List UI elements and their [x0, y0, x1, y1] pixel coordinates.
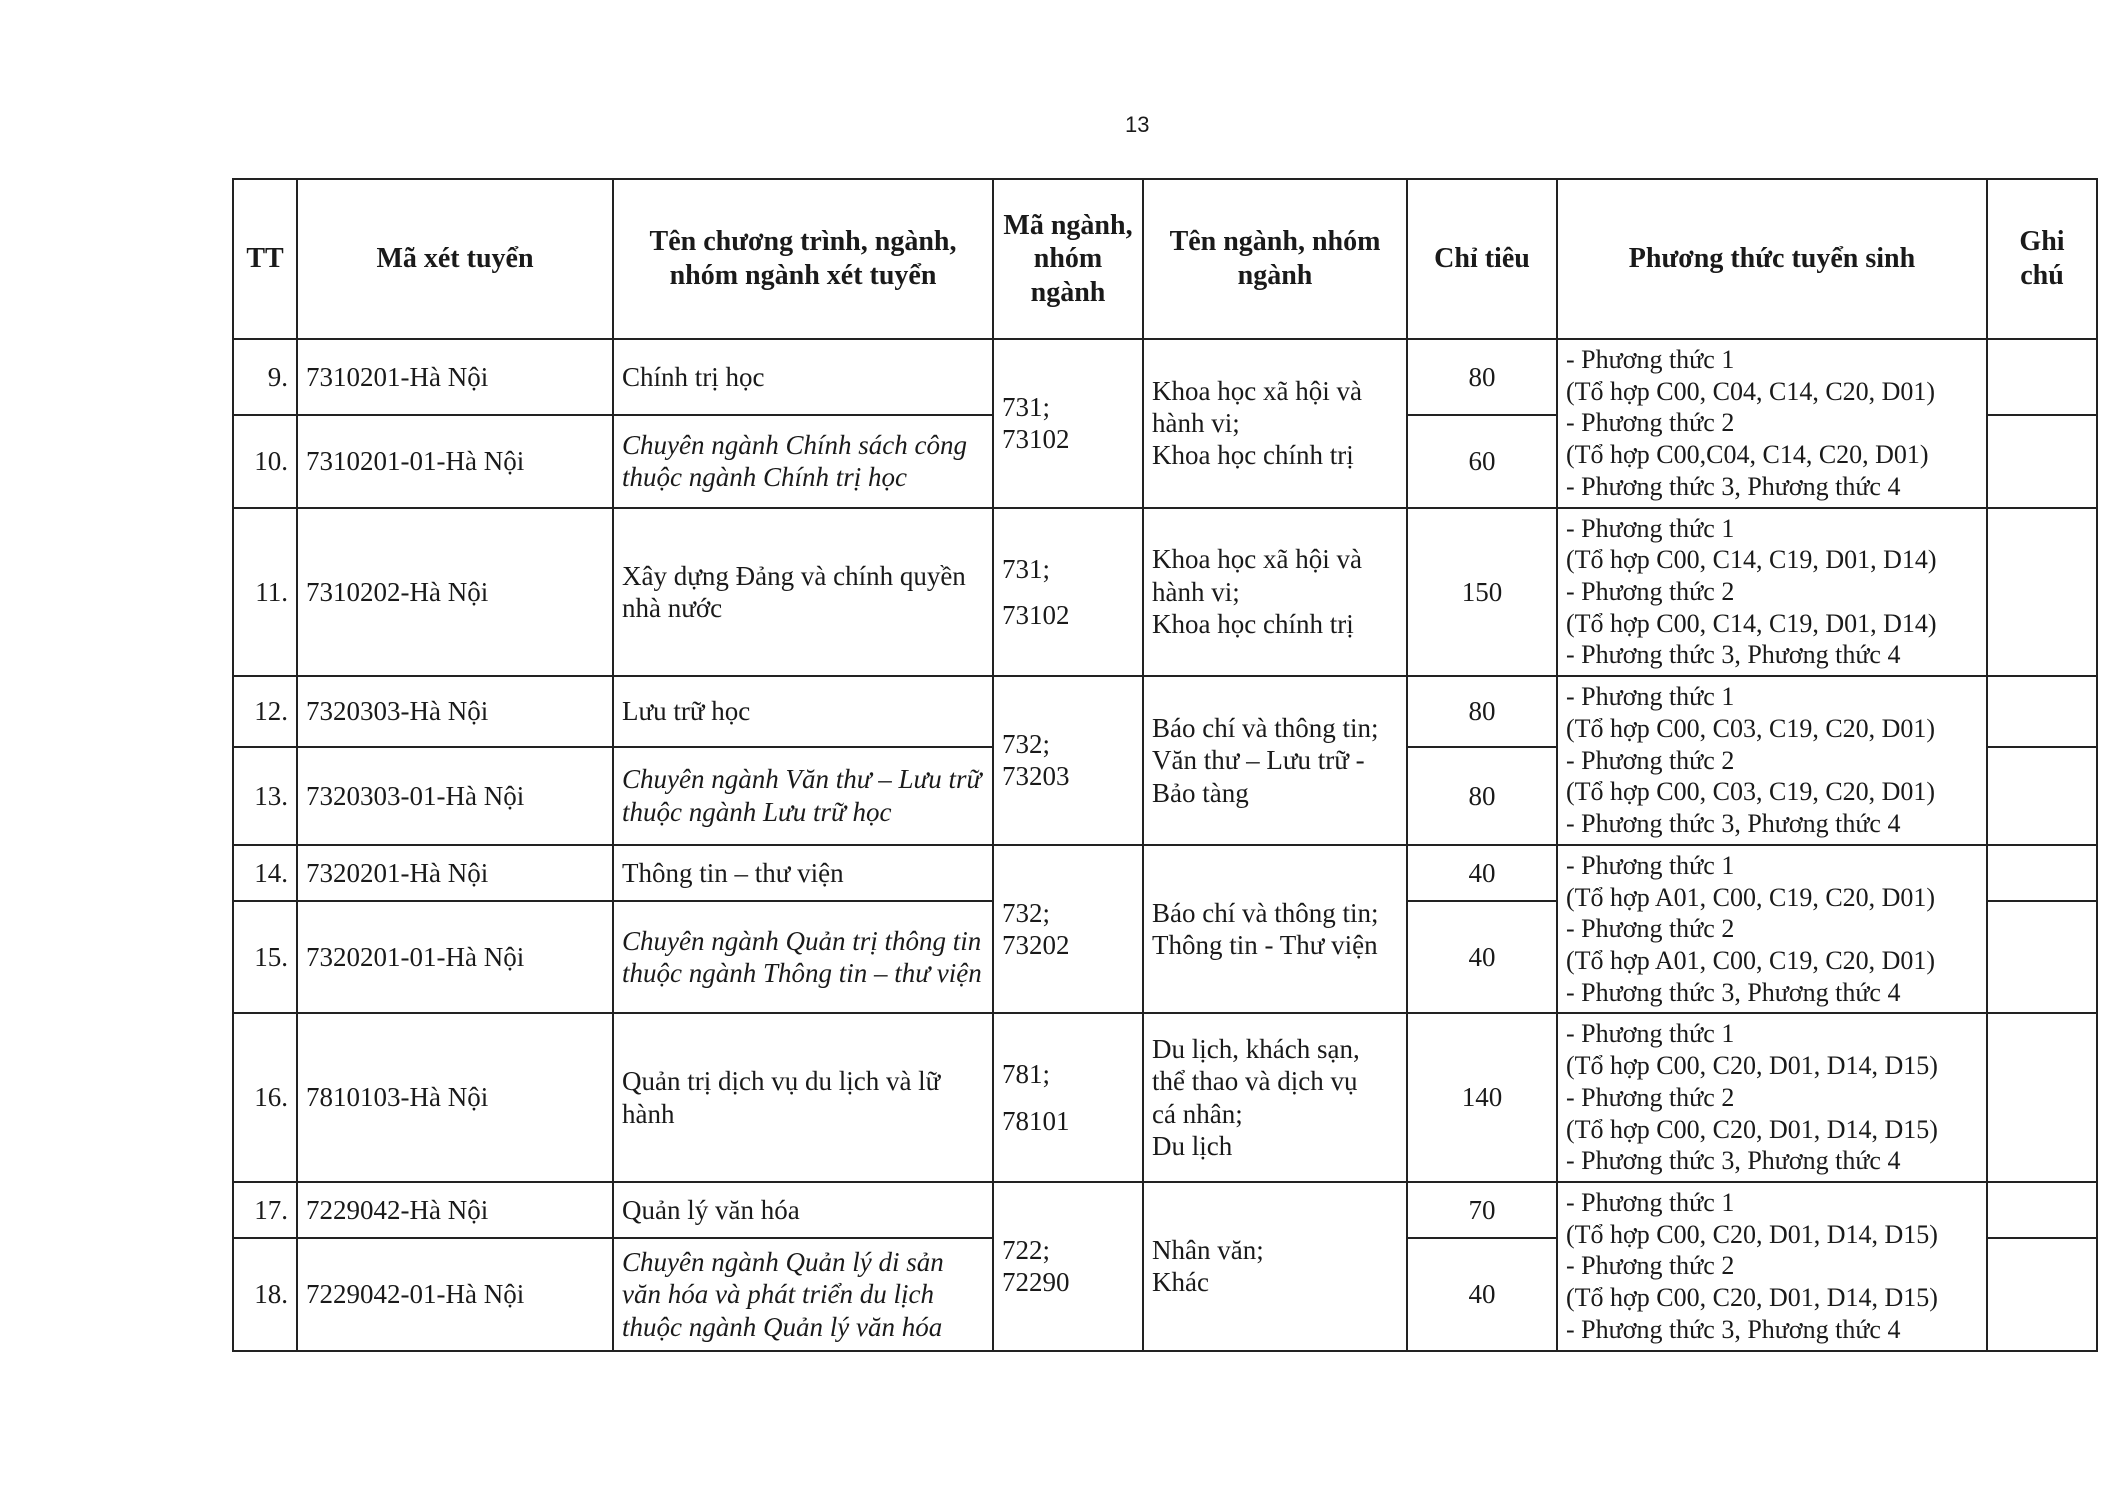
row-tt: 10.: [233, 415, 297, 508]
row-chi-tieu: 80: [1407, 676, 1557, 747]
table-row: [233, 508, 2097, 677]
row-tt: 15.: [233, 901, 297, 1013]
row-chi-tieu: 60: [1407, 415, 1557, 508]
row-chi-tieu: 70: [1407, 1182, 1557, 1238]
method-line: - Phương thức 1: [1566, 1187, 1735, 1217]
row-ma-xet-tuyen: 7320303-Hà Nội: [297, 676, 613, 747]
method-line: - Phương thức 1: [1566, 345, 1735, 374]
row-ten-nganh: [1143, 1013, 1407, 1182]
ma-nganh-line: 732;: [1002, 729, 1051, 760]
ten-nganh-line: Báo chí và thông tin;: [1152, 712, 1379, 743]
ma-nganh-line: 78101: [1002, 1105, 1070, 1136]
row-chi-tieu: 40: [1407, 901, 1557, 1013]
method-line: - Phương thức 2: [1566, 914, 1735, 944]
page-number: 13: [1125, 112, 1150, 137]
row-ma-xet-tuyen: 7320201-Hà Nội: [297, 845, 613, 901]
header-ma-nganh: Mã ngành, nhóm ngành: [993, 179, 1143, 339]
ma-nganh-line: 73202: [1002, 930, 1070, 961]
row-ten-chuong-trinh: Lưu trữ học: [613, 676, 993, 747]
row-ma-xet-tuyen: 7320303-01-Hà Nội: [297, 747, 613, 845]
ma-nganh-line: 731;: [1002, 391, 1051, 422]
row-ten-chuong-trinh: Chuyên ngành Văn thư – Lưu trữ thuộc ngành Lưu trữ học: [613, 747, 993, 845]
method-line: - Phương thức 1: [1566, 682, 1735, 712]
row-ten-chuong-trinh: Chuyên ngành Quản trị thông tin thuộc ngành Thông tin – thư viện: [613, 901, 993, 1013]
row-ghi-chu: [1987, 747, 2097, 845]
header-ma-xet-tuyen: Mã xét tuyển: [297, 179, 613, 339]
row-tt: 18.: [233, 1238, 297, 1350]
admissions-table: [232, 178, 2098, 1352]
row-ma-nganh: [993, 676, 1143, 845]
row-chi-tieu: 80: [1407, 747, 1557, 845]
ten-nganh-line: Nhân văn;: [1152, 1234, 1264, 1265]
method-line: (Tổ hợp C00, C20, D01, D14, D15): [1566, 1051, 1938, 1081]
row-tt: 13.: [233, 747, 297, 845]
ma-nganh-line: 722;: [1002, 1234, 1051, 1265]
method-line: - Phương thức 2: [1566, 408, 1735, 438]
row-chi-tieu: 80: [1407, 339, 1557, 415]
row-ghi-chu: [1987, 508, 2097, 677]
method-line: - Phương thức 3, Phương thức 4: [1566, 977, 1901, 1007]
row-tt: 12.: [233, 676, 297, 747]
row-ghi-chu: [1987, 1238, 2097, 1350]
ma-nganh-line: 72290: [1002, 1267, 1070, 1298]
method-line: (Tổ hợp A01, C00, C19, C20, D01): [1566, 882, 1936, 912]
table-row: [233, 845, 2097, 901]
method-line: - Phương thức 2: [1566, 1251, 1735, 1281]
row-ma-xet-tuyen: 7310201-Hà Nội: [297, 339, 613, 415]
method-line: - Phương thức 3, Phương thức 4: [1566, 471, 1901, 501]
table-row: [233, 676, 2097, 747]
method-line: (Tổ hợp C00, C14, C19, D01, D14): [1566, 545, 1937, 575]
row-ten-chuong-trinh: Quản trị dịch vụ du lịch và lữ hành: [613, 1013, 993, 1182]
row-phuong-thuc: [1557, 845, 1987, 1014]
row-phuong-thuc: [1557, 676, 1987, 845]
row-phuong-thuc: [1557, 1182, 1987, 1351]
row-phuong-thuc: [1557, 508, 1987, 677]
header-phuong-thuc: Phương thức tuyển sinh: [1557, 179, 1987, 339]
ma-nganh-line: 731;: [1002, 553, 1051, 584]
row-tt: 16.: [233, 1013, 297, 1182]
header-tt: TT: [233, 179, 297, 339]
ten-nganh-line: Thông tin - Thư viện: [1152, 930, 1378, 961]
table-row: [233, 1013, 2097, 1182]
method-line: (Tổ hợp C00, C03, C19, C20, D01): [1566, 777, 1936, 807]
ten-nganh-line: Khoa học xã hội và hành vi;: [1152, 544, 1362, 607]
header-ten-chuong-trinh: Tên chương trình, ngành, nhóm ngành xét tuyển: [613, 179, 993, 339]
row-ghi-chu: [1987, 1013, 2097, 1182]
row-ma-xet-tuyen: 7229042-01-Hà Nội: [297, 1238, 613, 1350]
ten-nganh-line: Khác: [1152, 1267, 1209, 1298]
header-ghi-chu: Ghi chú: [1987, 179, 2097, 339]
table-row: [233, 1182, 2097, 1238]
method-line: (Tổ hợp C00, C14, C19, D01, D14): [1566, 608, 1937, 638]
method-line: - Phương thức 2: [1566, 1082, 1735, 1112]
ten-nganh-line: Khoa học chính trị: [1152, 440, 1354, 471]
ma-nganh-line: 73203: [1002, 761, 1070, 792]
row-ghi-chu: [1987, 1182, 2097, 1238]
ten-nganh-line: Khoa học xã hội và hành vi;: [1152, 375, 1362, 439]
row-ghi-chu: [1987, 415, 2097, 508]
row-phuong-thuc: [1557, 339, 1987, 508]
row-chi-tieu: 40: [1407, 1238, 1557, 1350]
ten-nganh-line: Bảo tàng: [1152, 777, 1249, 808]
row-ghi-chu: [1987, 845, 2097, 901]
row-ma-xet-tuyen: 7810103-Hà Nội: [297, 1013, 613, 1182]
row-phuong-thuc: [1557, 1013, 1987, 1182]
method-line: - Phương thức 1: [1566, 513, 1735, 543]
row-ma-nganh: [993, 508, 1143, 677]
ma-nganh-line: 732;: [1002, 897, 1051, 928]
ten-nganh-line: cá nhân;: [1152, 1098, 1243, 1129]
row-ma-nganh: [993, 1013, 1143, 1182]
row-ten-chuong-trinh: Chuyên ngành Quản lý di sản văn hóa và phát triển du lịch thuộc ngành Quản lý văn hóa: [613, 1238, 993, 1350]
method-line: (Tổ hợp C00, C20, D01, D14, D15): [1566, 1283, 1938, 1313]
row-ten-chuong-trinh: Xây dựng Đảng và chính quyền nhà nước: [613, 508, 993, 677]
row-ten-nganh: [1143, 339, 1407, 508]
row-ghi-chu: [1987, 676, 2097, 747]
method-line: - Phương thức 3, Phương thức 4: [1566, 809, 1901, 839]
row-ten-nganh: [1143, 845, 1407, 1014]
ten-nganh-line: thể thao và dịch vụ: [1152, 1066, 1358, 1097]
row-chi-tieu: 150: [1407, 508, 1557, 677]
row-ma-xet-tuyen: 7320201-01-Hà Nội: [297, 901, 613, 1013]
row-ten-nganh: [1143, 508, 1407, 677]
method-line: - Phương thức 3, Phương thức 4: [1566, 1146, 1901, 1176]
row-ten-nganh: [1143, 1182, 1407, 1351]
row-ten-chuong-trinh: Thông tin – thư viện: [613, 845, 993, 901]
ten-nganh-line: Khoa học chính trị: [1152, 609, 1354, 640]
method-line: - Phương thức 1: [1566, 1019, 1735, 1049]
row-ma-xet-tuyen: 7229042-Hà Nội: [297, 1182, 613, 1238]
method-line: - Phương thức 2: [1566, 577, 1735, 607]
row-tt: 9.: [233, 339, 297, 415]
method-line: (Tổ hợp A01, C00, C19, C20, D01): [1566, 945, 1936, 975]
ten-nganh-line: Du lịch: [1152, 1131, 1233, 1162]
ten-nganh-line: Văn thư – Lưu trữ -: [1152, 745, 1365, 776]
row-ma-nganh: [993, 845, 1143, 1014]
row-chi-tieu: 140: [1407, 1013, 1557, 1182]
row-ten-chuong-trinh: Quản lý văn hóa: [613, 1182, 993, 1238]
row-ma-nganh: [993, 1182, 1143, 1351]
row-ten-nganh: [1143, 676, 1407, 845]
row-ma-xet-tuyen: 7310202-Hà Nội: [297, 508, 613, 677]
method-line: (Tổ hợp C00, C04, C14, C20, D01): [1566, 376, 1936, 406]
header-chi-tieu: Chỉ tiêu: [1407, 179, 1557, 339]
header-ten-nganh: Tên ngành, nhóm ngành: [1143, 179, 1407, 339]
row-ghi-chu: [1987, 901, 2097, 1013]
row-ten-chuong-trinh: Chuyên ngành Chính sách công thuộc ngành Chính trị học: [613, 415, 993, 508]
method-line: - Phương thức 1: [1566, 850, 1735, 880]
method-line: (Tổ hợp C00, C20, D01, D14, D15): [1566, 1219, 1938, 1249]
row-ghi-chu: [1987, 339, 2097, 415]
row-ma-xet-tuyen: 7310201-01-Hà Nội: [297, 415, 613, 508]
table-row: [233, 339, 2097, 415]
method-line: (Tổ hợp C00,C04, C14, C20, D01): [1566, 440, 1929, 470]
ten-nganh-line: Báo chí và thông tin;: [1152, 897, 1379, 928]
ten-nganh-line: Du lịch, khách sạn,: [1152, 1033, 1360, 1064]
method-line: (Tổ hợp C00, C20, D01, D14, D15): [1566, 1114, 1938, 1144]
method-line: - Phương thức 3, Phương thức 4: [1566, 1314, 1901, 1344]
header-row: [233, 179, 2097, 339]
row-chi-tieu: 40: [1407, 845, 1557, 901]
row-ten-chuong-trinh: Chính trị học: [613, 339, 993, 415]
method-line: (Tổ hợp C00, C03, C19, C20, D01): [1566, 713, 1936, 743]
ma-nganh-line: 781;: [1002, 1059, 1051, 1090]
row-tt: 14.: [233, 845, 297, 901]
method-line: - Phương thức 3, Phương thức 4: [1566, 640, 1901, 670]
row-tt: 17.: [233, 1182, 297, 1238]
row-tt: 11.: [233, 508, 297, 677]
method-line: - Phương thức 2: [1566, 745, 1735, 775]
row-ma-nganh: [993, 339, 1143, 508]
ma-nganh-line: 73102: [1002, 599, 1070, 630]
ma-nganh-line: 73102: [1002, 424, 1070, 455]
